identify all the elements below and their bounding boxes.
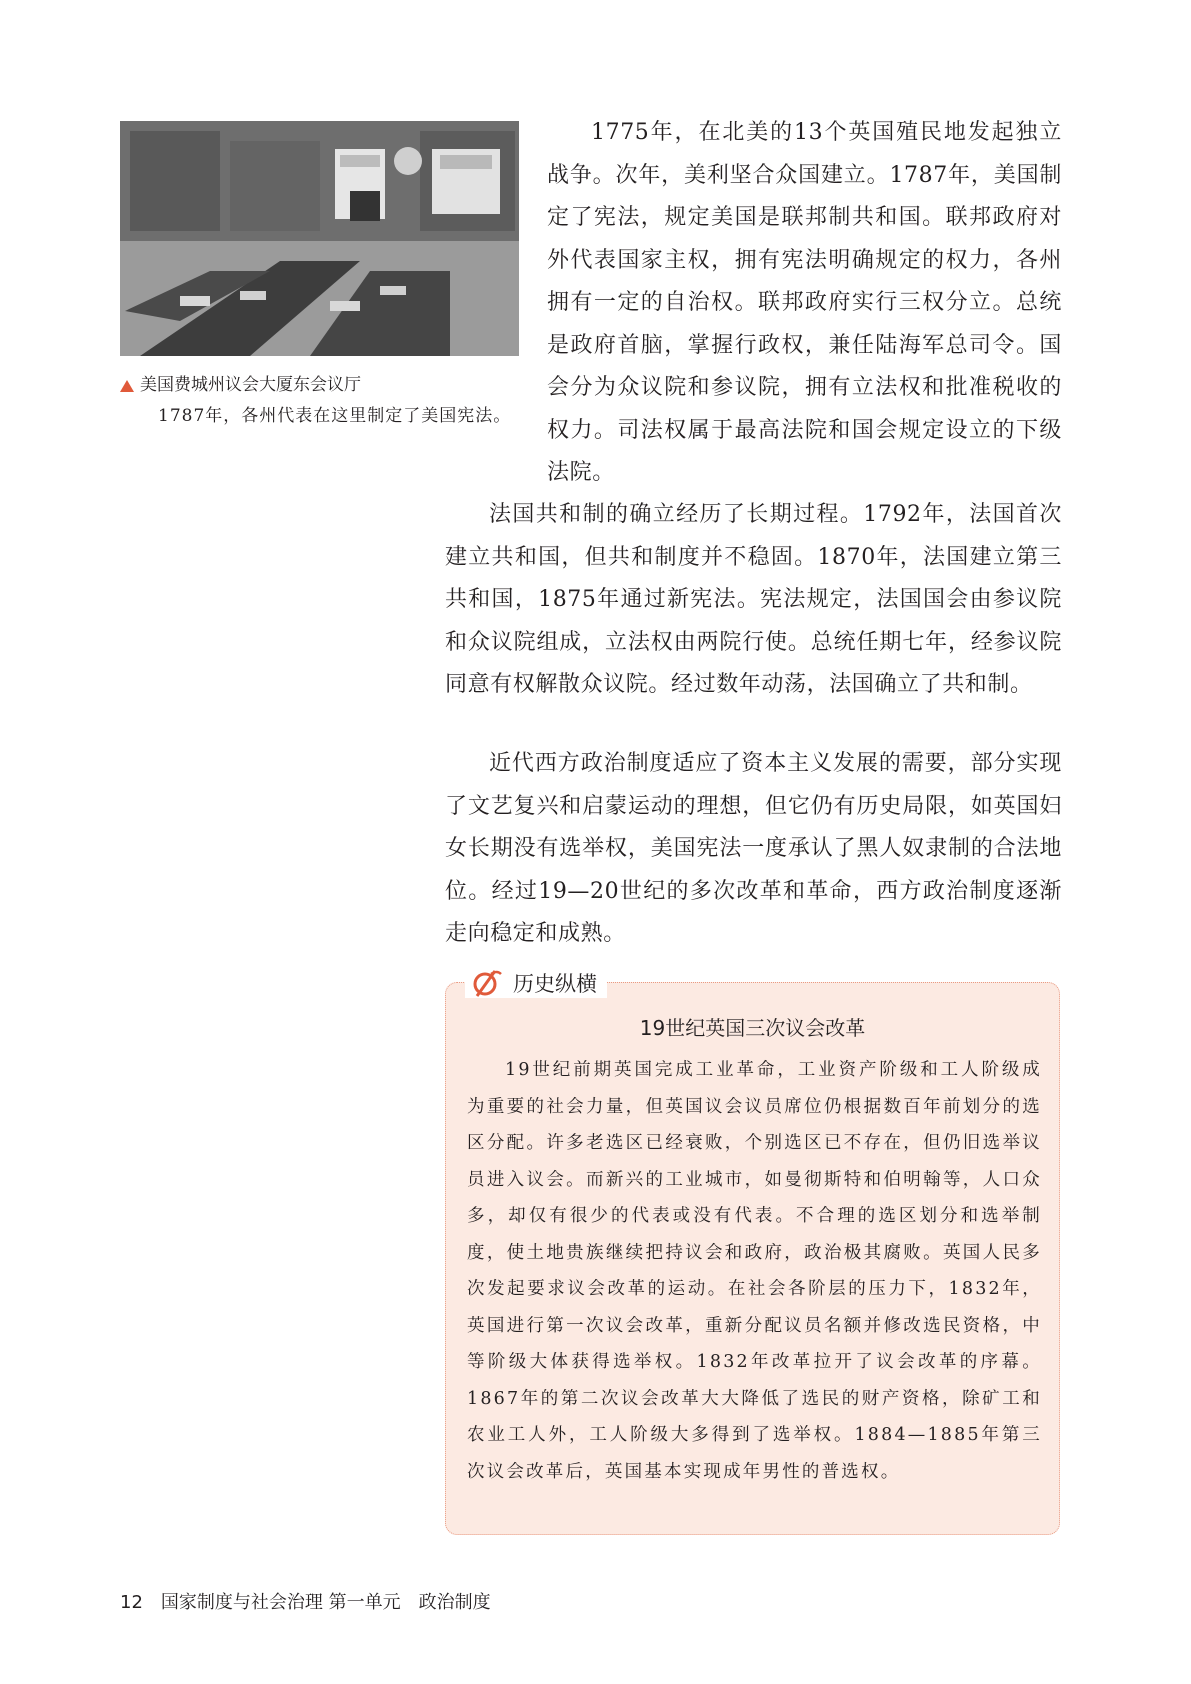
paragraph-us-constitution: 1775年，在北美的13个英国殖民地发起独立战争。次年，美利坚合众国建立。1787年，美国制定了宪法，规定美国是联邦制共和国。联邦政府对外代表国家主权，拥有宪法明确规定的权力，各州拥有一定的自治权。联邦政府实行三权分立。总统是政府首脑，掌握行政权，兼任陆海军总司令。国会分为众议院和参议院，拥有立法权和批准税收的权力。司法权属于最高法院和国会规定设立的下级法院。 [547, 120, 1062, 485]
figure-caption [120, 370, 540, 432]
history-sidebar-text: 19世纪前期英国完成工业革命，工业资产阶级和工人阶级成为重要的社会力量，但英国议会议员席位仍根据数百年前划分的选区分配。许多老选区已经衰败，个别选区已不存在，但仍旧选举议员进入议会。而新兴的工业城市，如曼彻斯特和伯明翰等，人口众多，却仅有很少的代表或没有代表。不合理的选区划分和选举制度，使土地贵族继续把持议会和政府，政治极其腐败。英国人民多次发起要求议会改革的运动。在社会各阶层的压力下，1832年，英国进行第一次议会改革，重新分配议员名额并修改选民资格，中等阶级大体获得选举权。1832年改革拉开了议会改革的序幕。1867年的第二次议会改革大大降低了选民的财产资格，除矿工和农业工人外，工人阶级大多得到了选举权。1884—1885年第三次议会改革后，英国基本实现成年男性的普选权。 [467, 1060, 1042, 1482]
assembly-hall-photo [120, 121, 519, 356]
history-swirl-icon [469, 968, 503, 998]
history-sidebar-label: 历史纵横 [513, 972, 597, 996]
history-sidebar-header [465, 968, 607, 998]
caption-title: 美国费城州议会大厦东会议厅 [140, 375, 361, 395]
page-number: 12 [120, 1592, 143, 1613]
page-footer [120, 1588, 491, 1614]
paragraph-western-politics: 近代西方政治制度适应了资本主义发展的需要，部分实现了文艺复兴和启蒙运动的理想，但它仍有历史局限，如英国妇女长期没有选举权，美国宪法一度承认了黑人奴隶制的合法地位。经过19—20世纪的多次改革和革命，西方政治制度逐渐走向稳定和成熟。 [445, 751, 1062, 946]
paragraph-french-republic: 法国共和制的确立经历了长期过程。1792年，法国首次建立共和国，但共和制度并不稳固。1870年，法国建立第三共和国，1875年通过新宪法。宪法规定，法国国会由参议院和众议院组成，立法权由两院行使。总统任期七年，经参议院同意有权解散众议院。经过数年动荡，法国确立了共和制。 [445, 502, 1062, 697]
history-sidebar-title: 19世纪英国三次议会改革 [639, 1016, 866, 1040]
caption-text: 1787年，各州代表在这里制定了美国宪法。 [158, 406, 512, 426]
triangle-marker-icon [120, 380, 134, 392]
footer-running-title: 国家制度与社会治理 第一单元 政治制度 [160, 1592, 491, 1613]
